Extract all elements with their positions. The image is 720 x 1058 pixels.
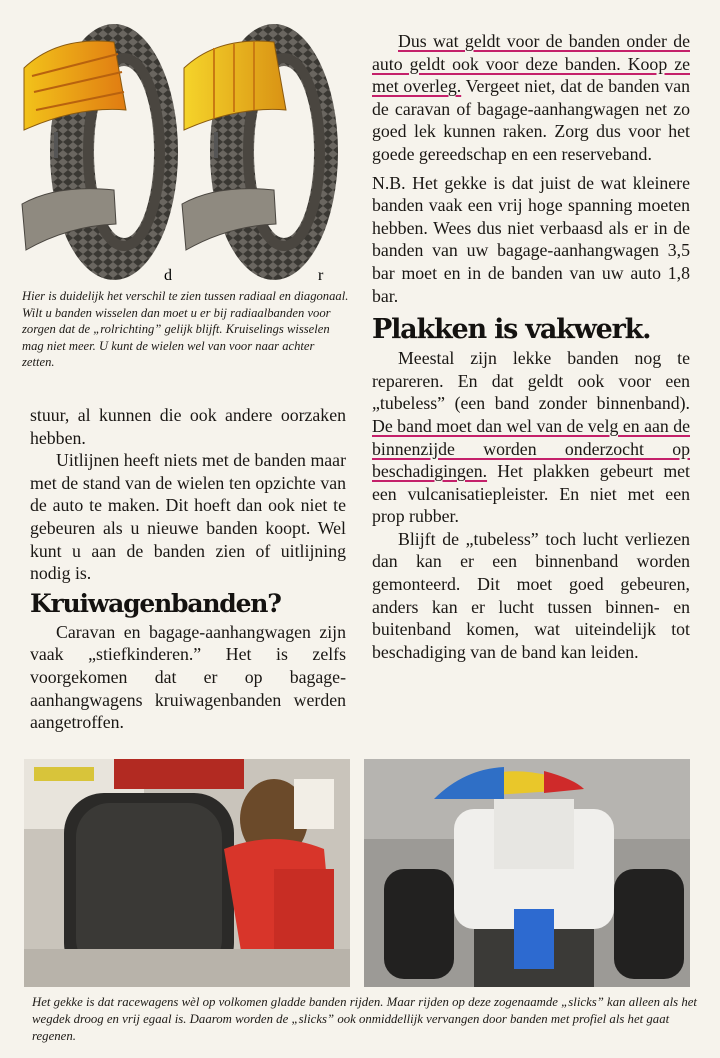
tire-figure-caption: Hier is duidelijk het verschil te zien tussen radiaal en diagonaal. Wilt u banden wisselen dan moet u er bij radiaalbanden voor zorgen dat de „rolrichting” gelijk blijft. Kruiselings wisselen mag niet meer. U kunt de wielen wel van voor naar achter zetten. (22, 289, 349, 370)
radial-tire-drawing (182, 24, 338, 280)
radial-label: r (318, 267, 324, 284)
photos-caption: Het gekke is dat racewagens wèl op volkomen gladde banden rijden. Maar rijden op deze zogenaamde „slicks” kan alleen als het wegdek droog en vrij egaal is. Daarom worden de „slicks” ook onmiddellijk vervangen door banden met profiel als het gaat regenen. (32, 995, 697, 1043)
right-column (372, 30, 690, 663)
left-paragraph-3: Caravan en bagage-aanhangwagen zijn vaak „stiefkinderen.” Het is zelfs voorgekomen dat er op bagage-aanhangwagens kruiwagenbanden werden aangetroffen. (30, 621, 346, 733)
underlined-advice: Dus wat geldt voor de banden onder de auto geldt ook voor deze banden. Koop ze met overleg. (372, 31, 690, 97)
diagonal-tire-drawing (22, 24, 178, 280)
right-paragraph-1-rest: Vergeet niet, dat de banden van de caravan of bagage-aanhangwagen net zo goed lek kunnen raken. Zorg dus voor het goede gereedschap en een reserveband. (372, 76, 690, 164)
underlined-inspection: De band moet dan wel van de velg en aan de binnenzijde worden onderzocht op beschadigingen. (372, 415, 690, 482)
right-paragraph-2: N.B. Het gekke is dat juist de wat kleinere banden vaak een vrij hoge spanning moeten hebben. Wees dus niet verbaasd als er in de banden van uw bagage-aanhangwagen 3,5 bar moet en in de banden van uw auto 1,8 bar. (372, 172, 690, 306)
tire-cutaway-illustration (18, 14, 348, 286)
right-paragraph-3-end: Het plakken gebeurt met een vulcanisatiepleister. En niet met een prop rubber. (372, 461, 690, 527)
right-paragraph-1 (372, 30, 690, 166)
left-paragraph-2: Uitlijnen heeft niets met de banden maar met de stand van de wielen ten opzichte van de auto te maken. Dit hoeft dan ook niet te gebeuren als u nieuwe banden koopt. Wel kunt u aan de banden zien of uitlijning nodig is. (30, 450, 346, 584)
photo-left-drawing (24, 759, 350, 987)
photo-mechanic-slick-tire (24, 759, 350, 987)
left-column (30, 404, 346, 734)
heading-kruiwagenbanden: Kruiwagenbanden? (30, 588, 281, 618)
left-paragraph-1: stuur, al kunnen die ook andere oorzaken hebben. (30, 405, 346, 448)
tire-drawings (18, 14, 348, 286)
photo-right-drawing (364, 759, 690, 987)
right-paragraph-4: Blijft de „tubeless” toch lucht verliezen dan kan er een binnenband worden gemonteerd. Dit moet goed gebeuren, anders kan er lucht tussen binnen- en buitenband komen, wat uiteindelijk tot beschadiging van de band kan leiden. (372, 528, 690, 662)
photo-racecar-umbrella (364, 759, 690, 987)
heading-plakken: Plakken is vakwerk. (372, 314, 651, 346)
right-paragraph-3 (372, 347, 690, 528)
diagonal-label: d (164, 267, 172, 284)
right-paragraph-3-start: Meestal zijn lekke banden nog te repareren. En dat geldt ook voor een „tubeless” (een band zonder binnenband). (372, 348, 690, 414)
